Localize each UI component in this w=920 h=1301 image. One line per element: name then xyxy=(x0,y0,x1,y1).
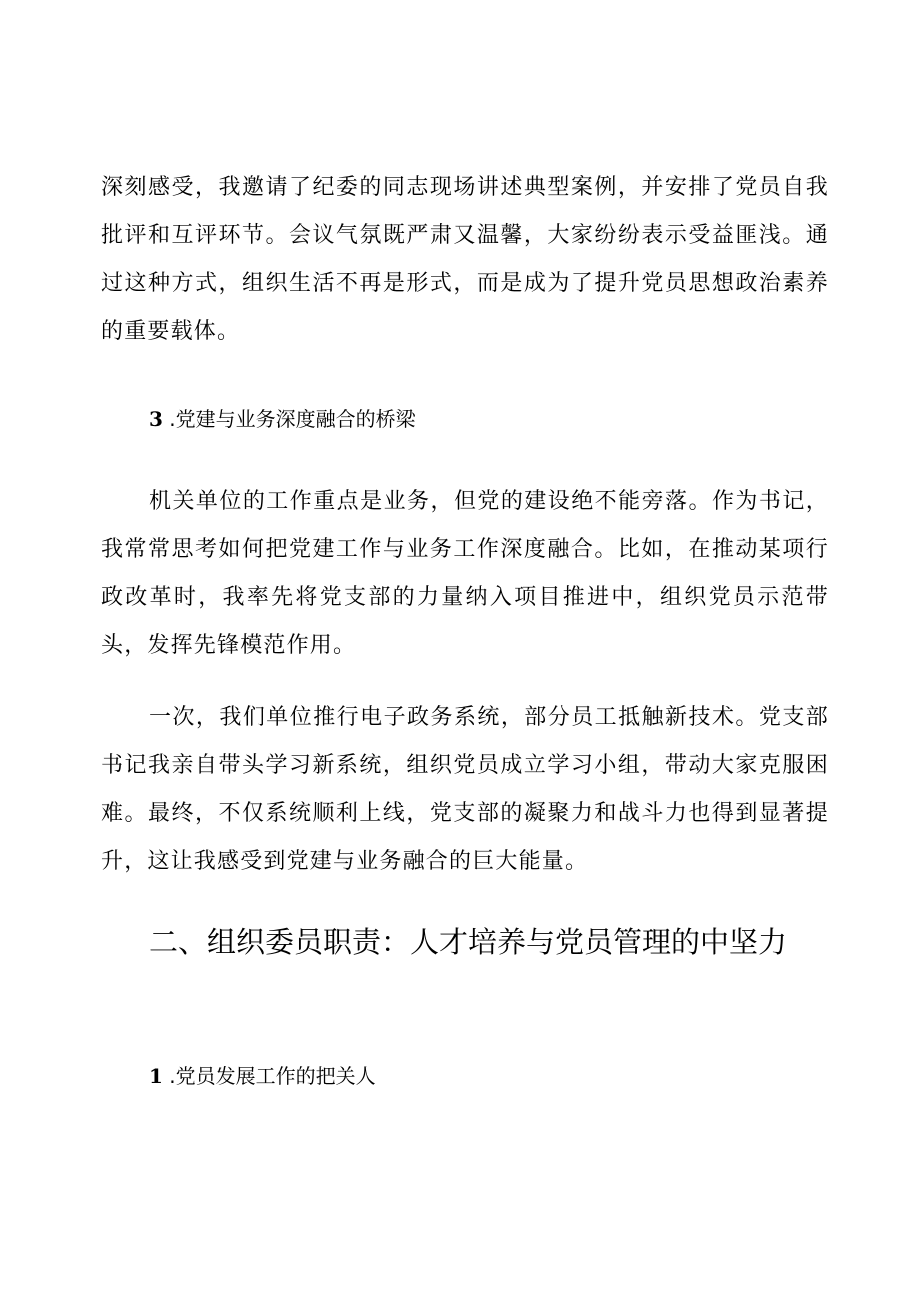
chapter-2-heading: 二、组织委员职责：人才培养与党员管理的中坚力 xyxy=(149,925,788,959)
section-title-3: .党建与业务深度融合的桥梁 xyxy=(169,407,416,431)
paragraph-intro: 深刻感受，我邀请了纪委的同志现场讲述典型案例，并安排了党员自我批评和互评环节。会议气氛既严肃又温馨，大家纷纷表示受益匪浅。通过这种方式，组织生活不再是形式，而是成为了提升党员思想政治素养的重要载体。 xyxy=(101,175,829,344)
section-heading-3 xyxy=(149,404,416,434)
paragraph-3b: 一次，我们单位推行电子政务系统，部分员工抵触新技术。党支部书记我亲自带头学习新系统，组织党员成立学习小组，带动大家克服困难。最终，不仅系统顺利上线，党支部的凝聚力和战斗力也得到显著提升，这让我感受到党建与业务融合的巨大能量。 xyxy=(101,705,829,874)
section-title-1: .党员发展工作的把关人 xyxy=(169,1064,376,1088)
paragraph-3a: 机关单位的工作重点是业务，但党的建设绝不能旁落。作为书记，我常常思考如何把党建工作与业务工作深度融合。比如，在推动某项行政改革时，我率先将党支部的力量纳入项目推进中，组织党员示范带头，发挥先锋模范作用。 xyxy=(101,489,829,658)
section-heading-1 xyxy=(149,1061,376,1091)
section-number-1: 1 xyxy=(149,1064,163,1088)
section-number-3: 3 xyxy=(149,407,163,431)
